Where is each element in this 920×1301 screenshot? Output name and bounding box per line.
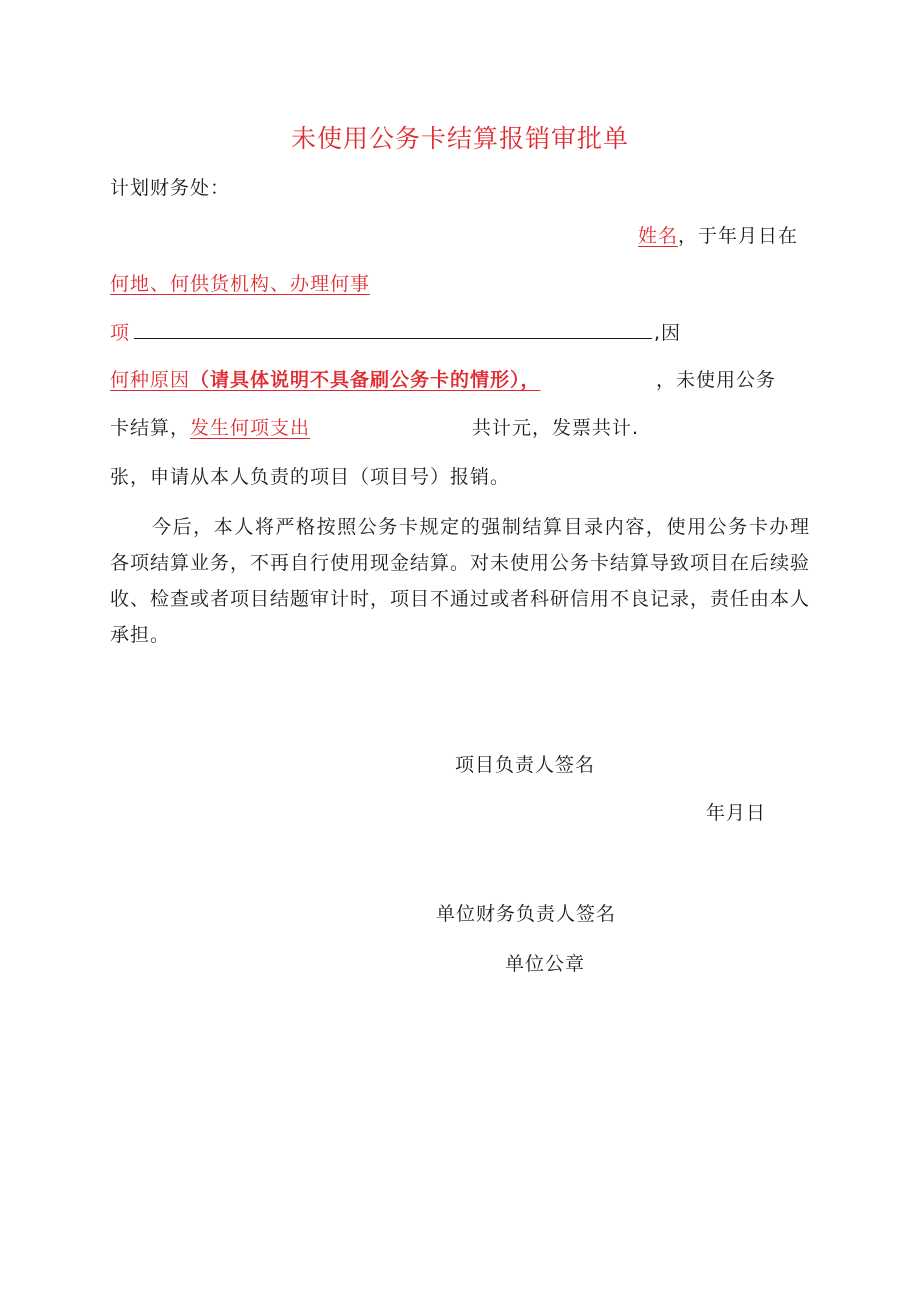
name-line-text: ，于年月日在 [678,225,799,247]
item-suffix: ,因 [654,322,682,344]
item-blank [134,320,652,339]
item-prefix: 项 [110,322,131,344]
where-placeholder: 何地、何供货机构、办理何事 [110,273,371,295]
unit-seal-label: 单位公章 [505,953,586,975]
settle-prefix: 卡结算， [110,417,191,439]
reason-suffix: ，未使用公务 [656,369,777,391]
addressee: 计划财务处： [110,177,231,199]
expense-placeholder: 发生何项支出 [190,417,311,439]
reason-line [110,368,541,392]
apply-line: 张，申请从本人负责的项目（项目号）报销。 [110,466,511,488]
where-line [110,272,370,296]
settle-suffix: 共计元，发票共计. [472,417,640,439]
reason-note: （请具体说明不具备刷公务卡的情形）， [190,369,541,391]
project-lead-date: 年月日 [706,802,767,824]
project-lead-signature-label: 项目负责人签名 [455,754,596,776]
finance-lead-signature-label: 单位财务负责人签名 [436,903,617,925]
name-placeholder: 姓名 [638,225,679,247]
settle-line [110,416,310,440]
commitment-paragraph: 今后，本人将严格按照公务卡规定的强制结算目录内容，使用公务卡办理各项结算业务，不再自行使用现金结算。对未使用公务卡结算导致项目在后续验收、检查或者项目结题审计时，项目不通过或者科研信用不良记录，责任由本人承担。 [110,516,811,646]
item-line [110,320,681,345]
form-title: 未使用公务卡结算报销审批单 [290,124,629,153]
name-line [638,224,798,248]
reason-placeholder: 何种原因 [110,369,191,391]
